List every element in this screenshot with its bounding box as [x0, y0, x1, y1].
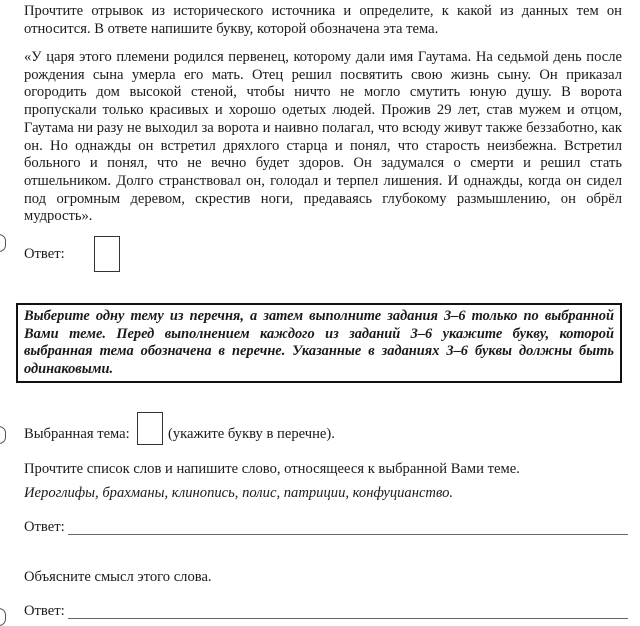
task2-source-text: «У царя этого племени родился первенец, которому дали имя Гаутама. На седьмой день после рождения сына умерла его мать. Отец решил посвятить свою жизнь сыну. Он приказал огородить дом высокой стеной, чтобы ничто не могло смутить юную душу. В ворота пропускали только красивых и хорошо одетых людей. Прожив 29 лет, став мужем и отцом, Гаутама ни разу не выходил за ворота и наивно полагал, что всюду живут также беззаботно, как он. Но однажды он встретил дряхлого старца и понял, что старость неизбежна. Встретил больного и понял, что не вечно будет здоров. Он задумался о смерти и решил стать отшельником. Долго странствовал он, голодал и терпел лишения. И однажды, когда он сидел под огромным деревом, скрестив ноги, предаваясь глубокому размышлению, он обрёл мудрость».	[24, 49, 622, 225]
task4-margin-marker	[0, 608, 6, 626]
chosen-topic-box[interactable]	[137, 412, 163, 445]
task3-explain-answer-line[interactable]	[68, 618, 628, 619]
task3-answer-label: Ответ:	[24, 519, 65, 535]
chosen-topic-hint: (укажите букву в перечне).	[168, 426, 335, 442]
task2-margin-marker	[0, 234, 6, 252]
task3-explain-instruction: Объясните смысл этого слова.	[24, 569, 212, 585]
task3-answer-line[interactable]	[68, 534, 628, 535]
task3-instruction: Прочтите список слов и напишите слово, относящееся к выбранной Вами теме.	[24, 461, 520, 477]
task3-margin-marker	[0, 426, 6, 444]
task2-answer-label: Ответ:	[24, 246, 65, 262]
task2-answer-box[interactable]	[94, 236, 120, 272]
task2-instruction: Прочтите отрывок из исторического источника и определите, к какой из данных тем он относится. В ответе напишите букву, которой обозначена эта тема.	[24, 3, 622, 37]
task3-explain-answer-label: Ответ:	[24, 603, 65, 619]
chosen-topic-label: Выбранная тема:	[24, 426, 130, 442]
task3-word-list: Иероглифы, брахманы, клинопись, полис, патриции, конфуцианство.	[24, 485, 454, 501]
topic-choice-notice: Выберите одну тему из перечня, а затем выполните задания 3–6 только по выбранной Вами теме. Перед выполнением каждого из заданий 3–6 укажите букву, которой выбранная тема обозначена в перечне. Указанные в заданиях 3–6 буквы должны быть одинаковыми.	[16, 303, 622, 383]
